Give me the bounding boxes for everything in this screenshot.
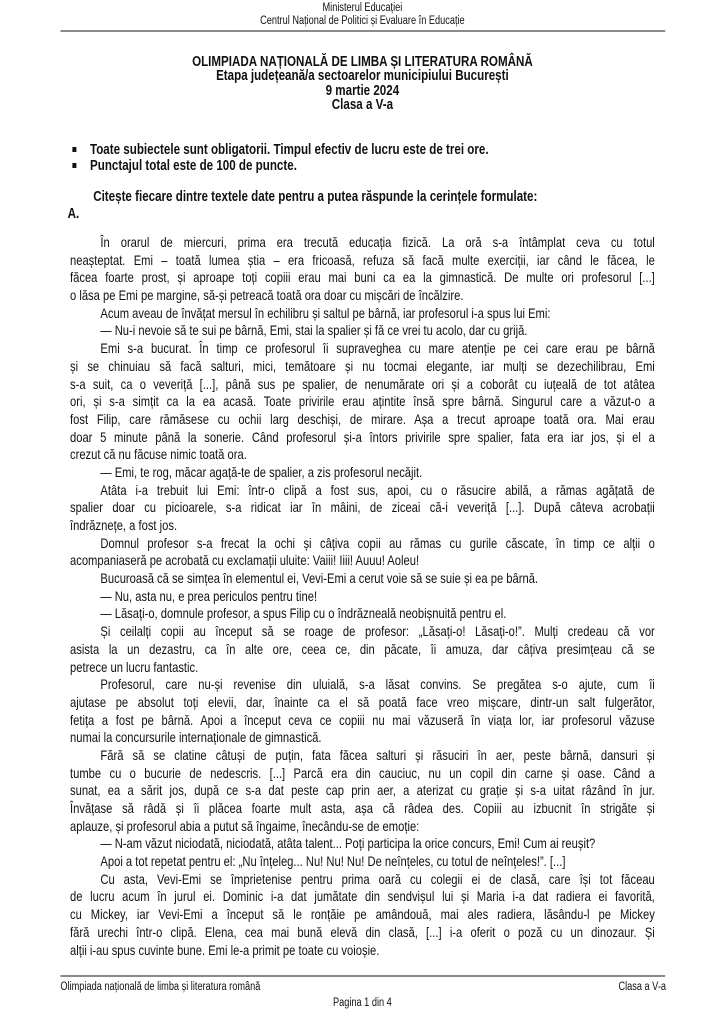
text-line: fetița a fost pe bârnă. Apoi a început ceva ce copiii nu mai văzuseră în viața lor, iar profesorul văzuse: [70, 711, 655, 728]
center-name: Centrul Național de Politici și Evaluare în Educație: [260, 15, 465, 27]
instruction-text: Punctajul total este de 100 de puncte.: [90, 158, 297, 174]
text-line: o lăsa pe Emi pe margine, să-și petreacă toată ora doar cu mișcări de încălzire.: [70, 287, 464, 304]
section-label: A.: [67, 206, 80, 222]
text-line: ajutase pe absolut toți elevii, dar, înainte ca el să poată face vreo mișcare, dintr-un salt fulgerător,: [70, 693, 655, 710]
document-page: [60, 0, 666, 1024]
paragraph: [70, 464, 655, 482]
text-line: sunat, ea a sărit jos, după ce s-a dat peste cap prin aer, a aterizat cu grație și s-a uitat râzând în jur.: [70, 782, 655, 799]
paragraph: [70, 570, 655, 588]
paragraph: [70, 588, 655, 606]
footer-left: Olimpiada națională de limba și literatura română: [60, 981, 261, 993]
paragraph: [70, 234, 655, 305]
exam-title: [70, 55, 655, 113]
text-line: Fără să se clatine câtuși de puțin, fata făcea salturi și răsuciri în aer, peste bârnă, dansuri și: [100, 746, 655, 763]
page-header: [70, 2, 655, 28]
paragraph: [70, 340, 655, 464]
text-line: Cu asta, Vevi-Emi se împrietenise pentru prima oară cu colegii ei de clasă, care își tot făceau: [100, 870, 655, 887]
page-number: Pagina 1 din 4: [332, 997, 392, 1009]
paragraph: [70, 871, 655, 959]
text-line: îndrăznețe, a fost jos.: [70, 517, 178, 533]
text-line: alții i-au spus cuvinte bune. Emi le-a primit pe toate cu voioșie.: [70, 941, 380, 958]
paragraph: [70, 835, 655, 853]
text-line: ori, și s-a simțit ca la ea acasă. Toate privirile erau ațintite însă spre bârnă. Singurul care a văzut-o a: [70, 393, 655, 410]
footer-divider: [60, 975, 665, 977]
text-line: Acum aveau de învățat mersul în echilibru și saltul pe bârnă, iar profesorul i-a spus lui Emi:: [100, 304, 551, 321]
paragraph: [70, 747, 655, 835]
text-line: neașteptat. Emi – toată lumea știa – era fricoasă, refuza să facă multe exerciții, iar când le făcea, le: [70, 251, 655, 268]
paragraph: [70, 676, 655, 747]
paragraph: [70, 305, 655, 323]
text-line: fără urechi într-o clipă. Elena, cea mai bună elevă din clasă, [...] i-a oferit o poză cu un dinozaur. Și: [70, 923, 655, 940]
text-line: asista la un dezastru, ca în alte ore, ceea ce, din păcate, îi amuza, dar câțiva presimțeau că se: [70, 640, 655, 657]
footer-right: Clasa a V-a: [618, 981, 666, 993]
instruction-text: Toate subiectele sunt obligatorii. Timpul efectiv de lucru este de trei ore.: [90, 142, 489, 158]
text-line: aplauze, și profesorul abia a putut să îngaime, înecându-se de emoție:: [70, 817, 420, 834]
text-line: Atâta i-a trebuit lui Emi: într-o clipă a fost sus, apoi, cu o răsucire abilă, a rămas agățată de: [100, 481, 655, 498]
text-line: spalier doar cu picioarele, s-a ridicat iar în mâini, de ziceai că-i veveriță [...]. După câteva acrobații: [70, 499, 655, 516]
text-line: Și ceilalți copii au început să se roage de profesor: „Lăsați-o! Lăsați-o!”. Mulți credeau că vor: [100, 623, 655, 640]
paragraph: [70, 322, 655, 340]
text-line: crezut că nu făcuse nimic toată ora.: [70, 446, 247, 463]
text-line: Profesorul, care nu-și revenise din uluială, s-a lăsat convins. Se pregătea s-o ajute, cum îi: [100, 676, 655, 693]
instruction-item: [70, 158, 655, 174]
story-text: [70, 234, 655, 959]
text-line: — Lăsați-o, domnule profesor, a spus Filip cu o îndrăzneală neobișnuită pentru el.: [100, 605, 507, 622]
header-divider: [60, 30, 665, 32]
paragraph: [70, 623, 655, 676]
text-line: tumbe cu o bucurie de nedescris. [...] Parcă era din cauciuc, nu un copil din carne și oase. Când a: [70, 764, 655, 781]
text-line: Emi s-a bucurat. În timp ce profesorul îi supraveghea cu mare atenție pe cei care erau pe bârnă: [100, 340, 655, 357]
paragraph: [70, 535, 655, 570]
text-line: — N-am văzut niciodată, niciodată, atâta talent... Poți participa la orice concurs, Emi! Cum ai reușit?: [100, 835, 596, 852]
text-line: — Emi, te rog, măcar agață-te de spalier, a zis profesorul necăjit.: [100, 463, 423, 480]
title-line: OLIMPIADA NAȚIONALĂ DE LIMBA ȘI LITERATURA ROMÂNĂ: [192, 54, 533, 70]
text-line: numai la concursurile internaționale de gimnastică.: [70, 729, 322, 746]
title-line: Clasa a V-a: [331, 97, 394, 114]
text-line: făcea foarte prost, și aproape toți copiii erau mai buni ca ea la gimnastică. De multe ori profesorul [...]: [70, 269, 655, 286]
paragraph: [70, 482, 655, 535]
text-line: s-a suit, ca o veveriță [...], până sus pe spalier, de nenumărate ori și a coborât cu iuțeală de tot atâtea: [70, 375, 655, 392]
paragraph: [70, 605, 655, 623]
text-line: Bucuroasă că se simțea în elementul ei, Vevi-Emi a cerut voie să se suie și ea pe bârnă.: [100, 570, 539, 587]
text-line: Domnul profesor s-a frecat la ochi și câțiva copii au rămas cu gurile căscate, în timp ce alții o: [100, 534, 655, 551]
paragraph: [70, 853, 655, 871]
text-line: — Nu, asta nu, e prea periculos pentru tine!: [100, 587, 318, 604]
text-line: și se chinuiau să facă salturi, mici, temătoare și nu tocmai elegante, iar mulți se dezechilibrau, Emi: [70, 357, 655, 374]
text-line: acompaniaseră pe acrobată cu exclamații uluite: Vaiii! Iiii! Auuu! Aoleu!: [70, 552, 420, 569]
text-line: În orarul de miercuri, prima era trecută educația fizică. La oră s-a întâmplat ceva cu totul: [100, 234, 655, 250]
text-line: — Nu-i nevoie să te sui pe bârnă, Emi, stai la spalier și fă ce vrei tu acolo, dar cu grijă.: [100, 322, 528, 339]
text-line: fost Filip, care rămăsese cu ochii larg deschiși, de mirare. Așa a trecut aproape toată ora. Mai erau: [70, 410, 655, 427]
text-line: de lucru acum în jurul ei. Dominic i-a dat jumătate din sendvișul lui și Maria i-a dat radiera ei favorită,: [70, 888, 655, 905]
bullet-square-icon: [72, 147, 76, 152]
text-line: cu Mickey, iar Vevi-Emi a început să le ronțăie pe amândouă, mai ales radiera, lăsându-l pe Mickey: [70, 906, 655, 923]
text-line: doar 5 minute până la sonerie. Când profesorul și-a întors privirile spre spalier, fata era iar jos, și el a: [70, 428, 655, 445]
ministry-name: Ministerul Educației: [322, 2, 403, 14]
bullet-square-icon: [72, 163, 76, 168]
instruction-item: [70, 142, 655, 158]
title-line: 9 martie 2024: [325, 82, 400, 99]
instructions-list: [70, 142, 655, 174]
text-line: Apoi a tot repetat pentru el: „Nu înțeleg... Nu! Nu! Nu! De neînțeles, cu totul de neînțeles!”. [...]: [100, 853, 566, 870]
title-line: Etapa județeană/a sectoarelor municipiului București: [216, 68, 509, 85]
text-line: petrece un lucru fantastic.: [70, 658, 199, 675]
reading-prompt: Citește fiecare dintre textele date pentru a putea răspunde la cerințele formulate:: [93, 189, 538, 205]
text-line: Învățase să râdă și îi plăcea foarte mult asta, așa că râdea des. Copiii au izbucnit în strigăte și: [70, 800, 655, 816]
